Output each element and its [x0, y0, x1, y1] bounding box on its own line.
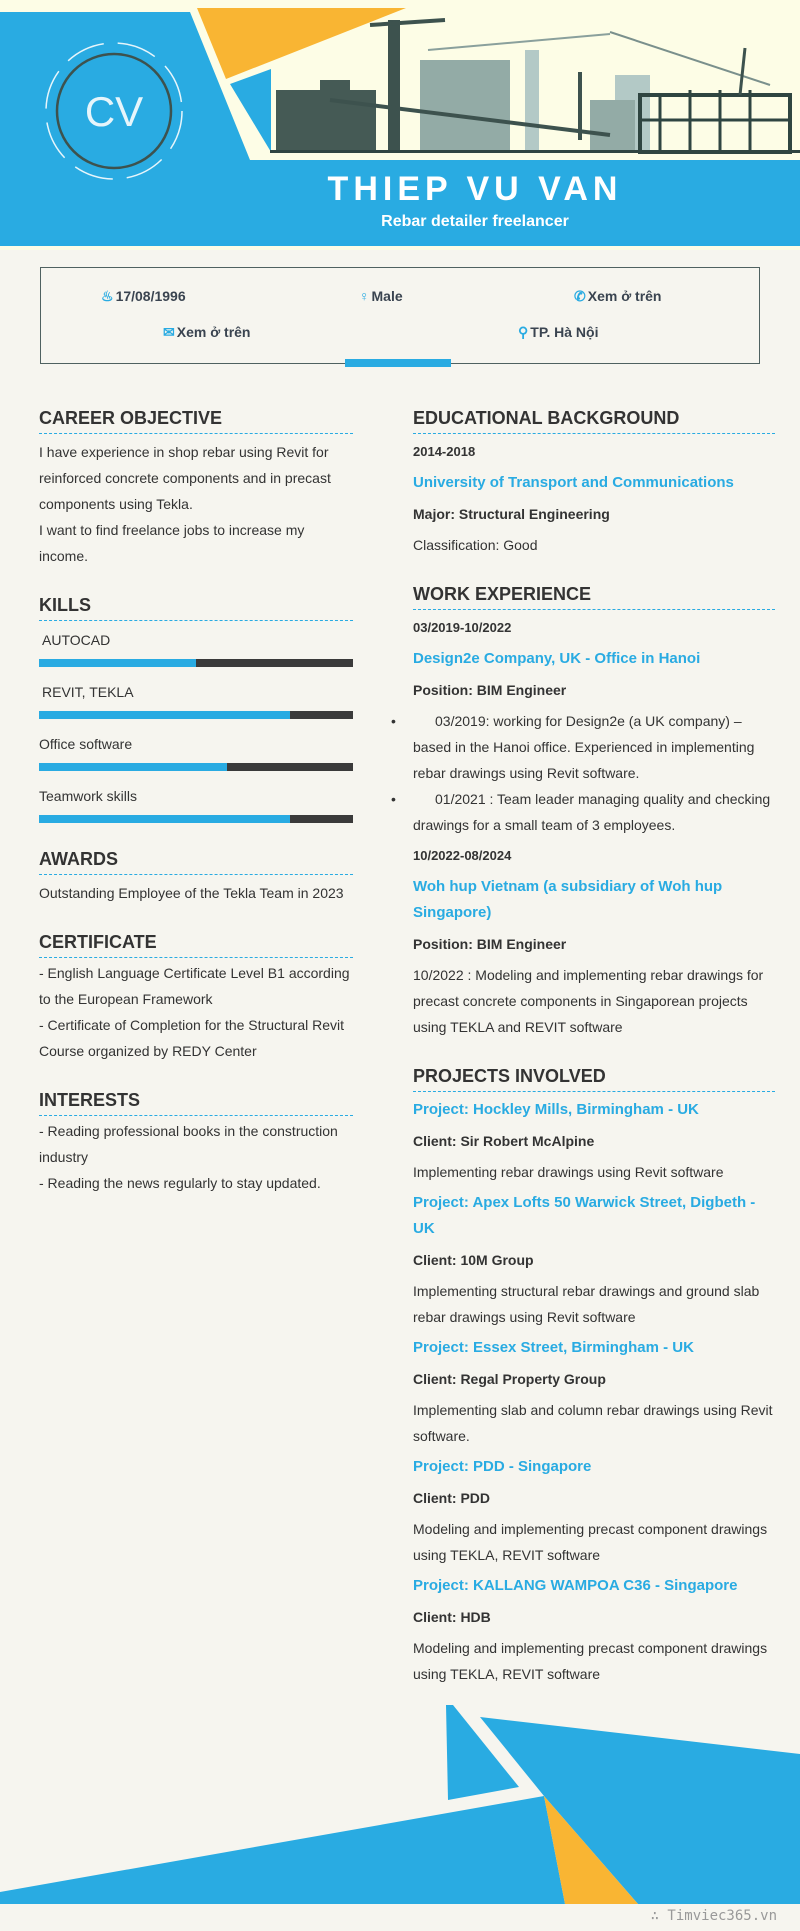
project-title: Project: Apex Lofts 50 Warwick Street, Digbeth - UK	[413, 1194, 756, 1237]
job-bullet: • 01/2021 : Team leader managing quality and checking drawings for a small team of 3 employees.	[413, 786, 775, 838]
interest-text: - Reading the news regularly to stay updated.	[39, 1175, 321, 1191]
project-title: Project: KALLANG WAMPOA C36 - Singapore	[413, 1577, 738, 1594]
classification: Classification: Good	[413, 537, 538, 553]
gender: ♀ Male	[359, 288, 403, 304]
section-heading: WORK EXPERIENCE	[413, 580, 775, 610]
project-item	[413, 1335, 775, 1449]
skill-item	[39, 783, 353, 823]
skill-bar-fill	[39, 763, 227, 771]
job-title: Rebar detailer freelancer	[381, 213, 569, 230]
skill-item	[39, 679, 353, 719]
phone-icon: ✆	[574, 288, 586, 304]
job-period: 10/2022-08/2024	[413, 848, 512, 863]
project-description: Implementing rebar drawings using Revit software	[413, 1164, 724, 1180]
section-heading: AWARDS	[39, 845, 353, 875]
projects-section	[413, 1062, 775, 1687]
section-heading: CAREER OBJECTIVE	[39, 404, 353, 434]
skill-label: Teamwork skills	[39, 788, 138, 804]
personal-info-box	[40, 267, 760, 364]
footer-shapes	[0, 1700, 800, 1910]
award-text: Outstanding Employee of the Tekla Team in 2023	[39, 885, 344, 901]
skill-bar	[39, 763, 353, 771]
left-column	[39, 404, 353, 1218]
phone: ✆ Xem ở trên	[574, 288, 662, 304]
career-text: I want to find freelance jobs to increase my income.	[39, 522, 305, 564]
skill-label: AUTOCAD	[42, 632, 111, 648]
section-heading: EDUCATIONAL BACKGROUND	[413, 404, 775, 434]
skill-label: REVIT, TEKLA	[42, 684, 134, 700]
info-accent-bar	[345, 359, 451, 367]
certificate-text: - English Language Certificate Level B1 according to the European Framework	[39, 965, 350, 1007]
skill-bar	[39, 711, 353, 719]
certificate-section	[39, 928, 353, 1064]
awards-section	[39, 845, 353, 906]
skill-label: Office software	[39, 736, 133, 752]
project-item	[413, 1573, 775, 1687]
career-objective-section	[39, 404, 353, 569]
skill-item	[39, 731, 353, 771]
certificate-text: - Certificate of Completion for the Structural Revit Course organized by REDY Center	[39, 1017, 345, 1059]
project-title: Project: PDD - Singapore	[413, 1458, 592, 1475]
skill-bar-fill	[39, 659, 196, 667]
watermark: ∴ Timviec365.vn	[650, 1908, 777, 1924]
section-heading: KILLS	[39, 591, 353, 621]
project-item	[413, 1097, 775, 1185]
female-icon: ♀	[359, 288, 370, 304]
project-client: Client: Sir Robert McAlpine	[413, 1133, 595, 1149]
section-heading: PROJECTS INVOLVED	[413, 1062, 775, 1092]
education-section	[413, 404, 775, 558]
section-heading: INTERESTS	[39, 1086, 353, 1116]
project-client: Client: 10M Group	[413, 1252, 534, 1268]
job-bullets	[413, 708, 775, 838]
work-section	[413, 580, 775, 1040]
skill-bar-fill	[39, 711, 290, 719]
skills-section	[39, 591, 353, 823]
envelope-icon: ✉	[163, 324, 175, 340]
job-period: 03/2019-10/2022	[413, 620, 512, 635]
cake-icon: ♨	[101, 288, 114, 304]
job-position: Position: BIM Engineer	[413, 682, 567, 698]
map-pin-icon: ⚲	[518, 324, 529, 340]
email: ✉ Xem ở trên	[163, 324, 251, 340]
project-description: Modeling and implementing precast component drawings using TEKLA, REVIT software	[413, 1640, 768, 1682]
major: Major: Structural Engineering	[413, 506, 610, 522]
project-item	[413, 1454, 775, 1568]
project-client: Client: HDB	[413, 1609, 491, 1625]
job-bullet: • 03/2019: working for Design2e (a UK company) – based in the Hanoi office. Experienced in implementing rebar drawings using Revit software.	[413, 708, 775, 786]
job-description: 10/2022 : Modeling and implementing rebar drawings for precast concrete components in Singaporean projects using TEKLA and REVIT software	[413, 967, 764, 1035]
candidate-name: THIEP VU VAN	[327, 170, 623, 208]
project-title: Project: Hockley Mills, Birmingham - UK	[413, 1101, 699, 1118]
company-name: Woh hup Vietnam (a subsidiary of Woh hup Singapore)	[413, 878, 723, 921]
project-description: Implementing slab and column rebar drawings using Revit software.	[413, 1402, 773, 1444]
skill-bar-fill	[39, 815, 290, 823]
cv-logo-text: CV	[84, 88, 144, 135]
company-name: Design2e Company, UK - Office in Hanoi	[413, 650, 701, 667]
education-period: 2014-2018	[413, 444, 476, 459]
school-name: University of Transport and Communications	[413, 474, 734, 491]
address: ⚲ TP. Hà Nội	[518, 324, 599, 340]
right-column	[413, 404, 775, 1709]
career-text: I have experience in shop rebar using Revit for reinforced concrete components and in precast components using Tekla.	[39, 444, 331, 512]
skill-bar	[39, 815, 353, 823]
skill-bar	[39, 659, 353, 667]
project-client: Client: Regal Property Group	[413, 1371, 606, 1387]
project-item	[413, 1190, 775, 1330]
project-description: Implementing structural rebar drawings and ground slab rebar drawings using Revit software	[413, 1283, 760, 1325]
project-client: Client: PDD	[413, 1490, 490, 1506]
interests-section	[39, 1086, 353, 1196]
interest-text: - Reading professional books in the construction industry	[39, 1123, 338, 1165]
project-title: Project: Essex Street, Birmingham - UK	[413, 1339, 694, 1356]
section-heading: CERTIFICATE	[39, 928, 353, 958]
job-position: Position: BIM Engineer	[413, 936, 567, 952]
project-description: Modeling and implementing precast component drawings using TEKLA, REVIT software	[413, 1521, 768, 1563]
birthday: ♨ 17/08/1996	[101, 288, 186, 304]
skill-item	[39, 627, 353, 667]
